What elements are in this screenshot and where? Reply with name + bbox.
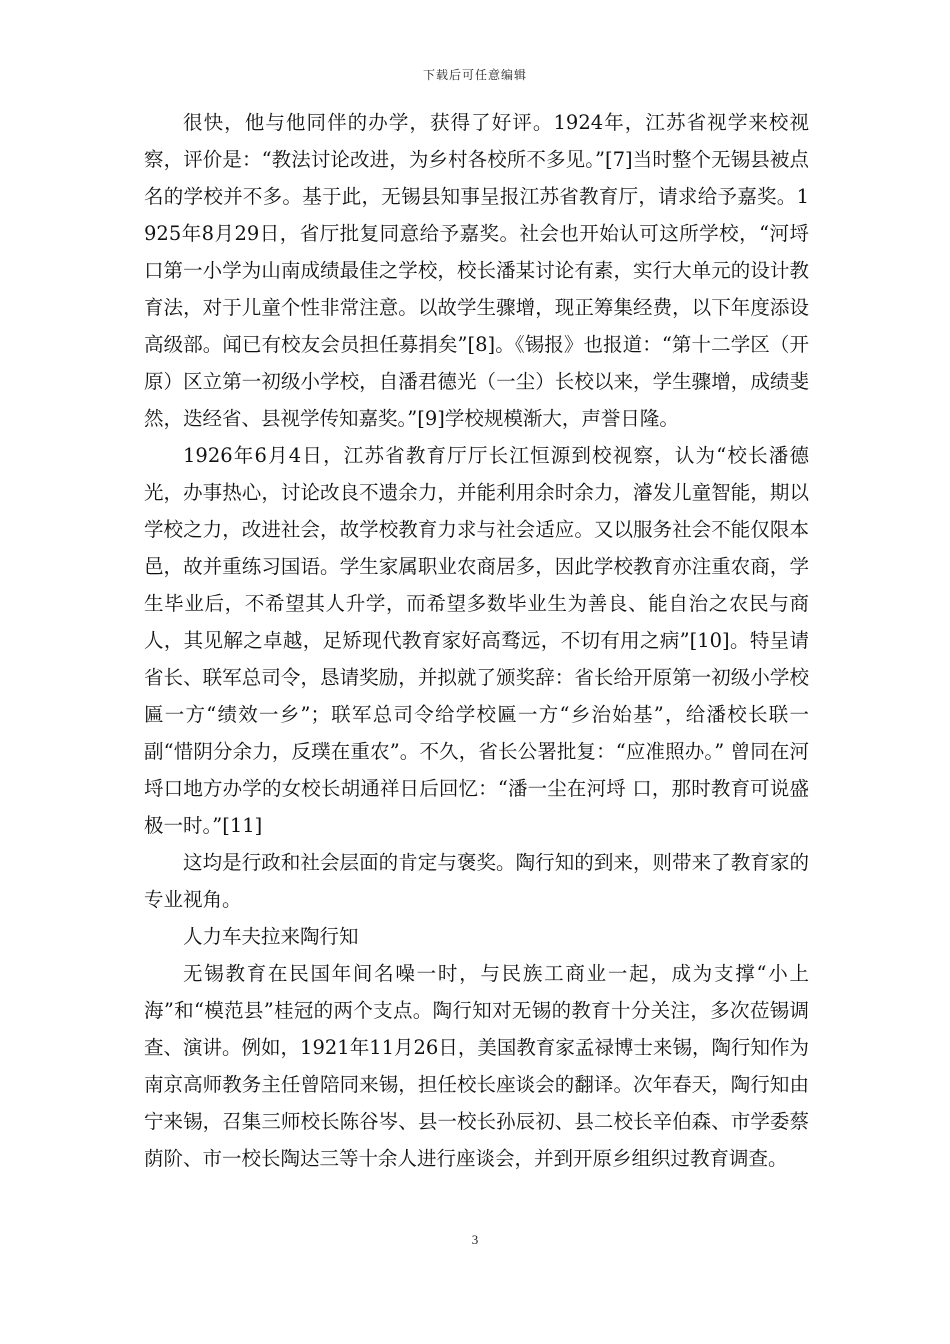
paragraph-3: 这均是行政和社会层面的肯定与褒奖。陶行知的到来，则带来了教育家的专业视角。: [144, 851, 809, 911]
paragraph-2: 1926年6月4日，江苏省教育厅厅长江恒源到校视察，认为“校长潘德光，办事热心，讨论改良不遗余力，并能利用余时余力，濬发儿童智能，期以学校之力，改进社会，故学校教育力求与社会适应。又以服务社会不能仅限本邑，故并重练习国语。学生家属职业农商居多，因此学校教育亦注重农商，学生毕业后，不希望其人升学，而希望多数毕业生为善良、能自治之农民与商人，其见解之卓越，足矫现代教育家好高骛远，不切有用之病”[10]。特呈请省长、联军总司令，恳请奖励，并拟就了颁奖辞：省长给开原第一初级小学校匾一方“绩效一乡”；联军总司令给学校匾一方“乡治始基”，给潘校长联一副“惜阴分余力，反璞在重农”。不久，省长公署批复：“应准照办。” 曾同在河埒口地方办学的女校长胡通祥日后回忆：“潘一尘在河埒 口，那时教育可说盛极一时。”[11]: [144, 444, 809, 837]
page-number: 3: [471, 1232, 479, 1247]
page-header: 下载后可任意编辑: [422, 68, 527, 82]
document-body: [144, 104, 809, 1177]
section-subheading: 人力车夫拉来陶行知: [183, 925, 359, 948]
paragraph-4: 无锡教育在民国年间名噪一时，与民族工商业一起，成为支撑“小上海”和“模范县”桂冠的两个支点。陶行知对无锡的教育十分关注，多次莅锡调查、演讲。例如，1921年11月26日，美国教育家孟禄博士来锡，陶行知作为南京高师教务主任曾陪同来锡，担任校长座谈会的翻译。次年春天，陶行知由宁来锡，召集三师校长陈谷岑、县一校长孙辰初、县二校长辛伯森、市学委蔡荫阶、市一校长陶达三等十余人进行座谈会，并到开原乡组织过教育调查。: [144, 962, 809, 1170]
paragraph-1: 很快，他与他同伴的办学，获得了好评。1924年，江苏省视学来校视察，评价是：“教法讨论改进，为乡村各校所不多见。”[7]当时整个无锡县被点名的学校并不多。基于此，无锡县知事呈报江苏省教育厅，请求给予嘉奖。1925年8月29日，省厅批复同意给予嘉奖。社会也开始认可这所学校，“河埒口第一小学为山南成绩最佳之学校，校长潘某讨论有素，实行大单元的设计教育法，对于儿童个性非常注意。以故学生骤增，现正筹集经费，以下年度添设高级部。闻已有校友会员担任募捐矣”[8]。《锡报》也报道：“第十二学区（开原）区立第一初级小学校，自潘君德光（一尘）长校以来，学生骤增，成绩斐然，迭经省、县视学传知嘉奖。”[9]学校规模渐大，声誉日隆。: [144, 111, 809, 430]
